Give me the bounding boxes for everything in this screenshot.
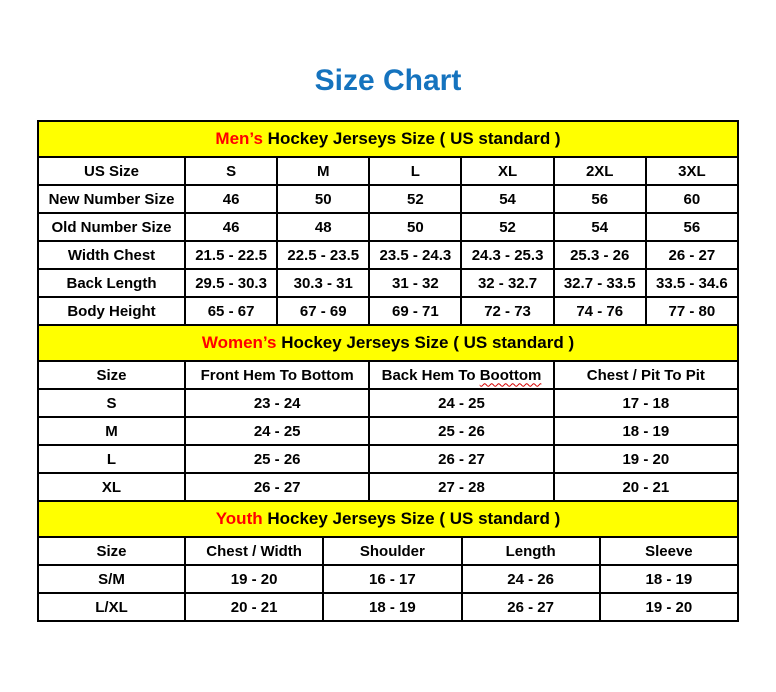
table-row (38, 417, 738, 445)
table-cell: 25.3 - 26 (554, 241, 646, 269)
womens-section-band (38, 325, 738, 361)
youth-band-text: Hockey Jerseys Size ( US standard ) (262, 509, 561, 528)
youth-size-table (37, 500, 739, 622)
table-cell: 24 - 26 (462, 565, 600, 593)
misspelled-word: Boottom (479, 366, 542, 384)
column-header: Front Hem To Bottom (185, 361, 369, 389)
mens-band-highlight: Men’s (215, 129, 263, 148)
table-cell: 20 - 21 (185, 593, 323, 621)
table-cell: 24 - 25 (369, 389, 553, 417)
womens-band-highlight: Women’s (201, 333, 277, 352)
table-cell: 54 (554, 213, 646, 241)
page-title: Size Chart (314, 64, 462, 97)
mens-section-band (38, 121, 738, 157)
table-cell: 17 - 18 (554, 389, 738, 417)
table-cell: 25 - 26 (185, 445, 369, 473)
table-cell: 24 - 25 (185, 417, 369, 445)
table-cell: 21.5 - 22.5 (185, 241, 277, 269)
size-tables-container (37, 120, 739, 622)
table-cell: 56 (646, 213, 738, 241)
table-row (38, 389, 738, 417)
table-cell: 52 (369, 185, 461, 213)
table-cell: 26 - 27 (369, 445, 553, 473)
column-header: Sleeve (600, 537, 738, 565)
youth-section-band (38, 501, 738, 537)
table-cell: 32 - 32.7 (461, 269, 553, 297)
table-cell: 56 (554, 185, 646, 213)
table-cell: 29.5 - 30.3 (185, 269, 277, 297)
table-cell: 19 - 20 (185, 565, 323, 593)
table-row (38, 297, 738, 325)
table-row (38, 593, 738, 621)
column-header-row (38, 157, 738, 185)
column-header: Chest / Width (185, 537, 323, 565)
table-cell: 69 - 71 (369, 297, 461, 325)
table-cell: 16 - 17 (323, 565, 461, 593)
table-cell: 18 - 19 (600, 565, 738, 593)
table-row (38, 241, 738, 269)
table-cell: 27 - 28 (369, 473, 553, 501)
womens-size-table (37, 324, 739, 502)
column-header: Chest / Pit To Pit (554, 361, 738, 389)
womens-section-band-cell (38, 325, 738, 361)
table-cell: 72 - 73 (461, 297, 553, 325)
column-header: 2XL (554, 157, 646, 185)
youth-section-band-cell (38, 501, 738, 537)
mens-section-band-cell (38, 121, 738, 157)
row-label: S/M (38, 565, 185, 593)
table-cell: 65 - 67 (185, 297, 277, 325)
table-cell: 46 (185, 213, 277, 241)
table-row (38, 185, 738, 213)
table-cell: 54 (461, 185, 553, 213)
row-label: S (38, 389, 185, 417)
table-cell: 26 - 27 (646, 241, 738, 269)
table-row (38, 473, 738, 501)
table-cell: 18 - 19 (323, 593, 461, 621)
column-header: Shoulder (323, 537, 461, 565)
table-cell: 50 (369, 213, 461, 241)
column-header (369, 361, 553, 389)
row-label: Body Height (38, 297, 185, 325)
column-header: M (277, 157, 369, 185)
table-cell: 31 - 32 (369, 269, 461, 297)
table-cell: 74 - 76 (554, 297, 646, 325)
table-cell: 52 (461, 213, 553, 241)
table-row (38, 269, 738, 297)
table-cell: 48 (277, 213, 369, 241)
column-header: XL (461, 157, 553, 185)
row-label: XL (38, 473, 185, 501)
youth-band-highlight: Youth (215, 509, 263, 528)
table-cell: 26 - 27 (462, 593, 600, 621)
table-cell: 46 (185, 185, 277, 213)
row-label: Width Chest (38, 241, 185, 269)
table-cell: 18 - 19 (554, 417, 738, 445)
table-cell: 25 - 26 (369, 417, 553, 445)
table-cell: 33.5 - 34.6 (646, 269, 738, 297)
table-cell: 20 - 21 (554, 473, 738, 501)
column-header: Size (38, 361, 185, 389)
row-label: Back Length (38, 269, 185, 297)
table-cell: 77 - 80 (646, 297, 738, 325)
column-header-row (38, 361, 738, 389)
womens-band-text: Hockey Jerseys Size ( US standard ) (276, 333, 575, 352)
mens-band-text: Hockey Jerseys Size ( US standard ) (262, 129, 561, 148)
column-header-row (38, 537, 738, 565)
row-label: L/XL (38, 593, 185, 621)
row-label: L (38, 445, 185, 473)
table-cell: 22.5 - 23.5 (277, 241, 369, 269)
table-cell: 24.3 - 25.3 (461, 241, 553, 269)
table-cell: 30.3 - 31 (277, 269, 369, 297)
mens-size-table (37, 120, 739, 326)
row-label: M (38, 417, 185, 445)
table-cell: 32.7 - 33.5 (554, 269, 646, 297)
table-cell: 26 - 27 (185, 473, 369, 501)
column-header-text: Back Hem To (381, 366, 480, 384)
column-header: 3XL (646, 157, 738, 185)
column-header: S (185, 157, 277, 185)
table-row (38, 565, 738, 593)
table-cell: 19 - 20 (600, 593, 738, 621)
table-cell: 50 (277, 185, 369, 213)
column-header: US Size (38, 157, 185, 185)
row-label: Old Number Size (38, 213, 185, 241)
table-cell: 23 - 24 (185, 389, 369, 417)
column-header: Length (462, 537, 600, 565)
table-cell: 60 (646, 185, 738, 213)
table-cell: 23.5 - 24.3 (369, 241, 461, 269)
row-label: New Number Size (38, 185, 185, 213)
column-header: Size (38, 537, 185, 565)
column-header: L (369, 157, 461, 185)
table-row (38, 445, 738, 473)
table-cell: 67 - 69 (277, 297, 369, 325)
table-cell: 19 - 20 (554, 445, 738, 473)
table-row (38, 213, 738, 241)
